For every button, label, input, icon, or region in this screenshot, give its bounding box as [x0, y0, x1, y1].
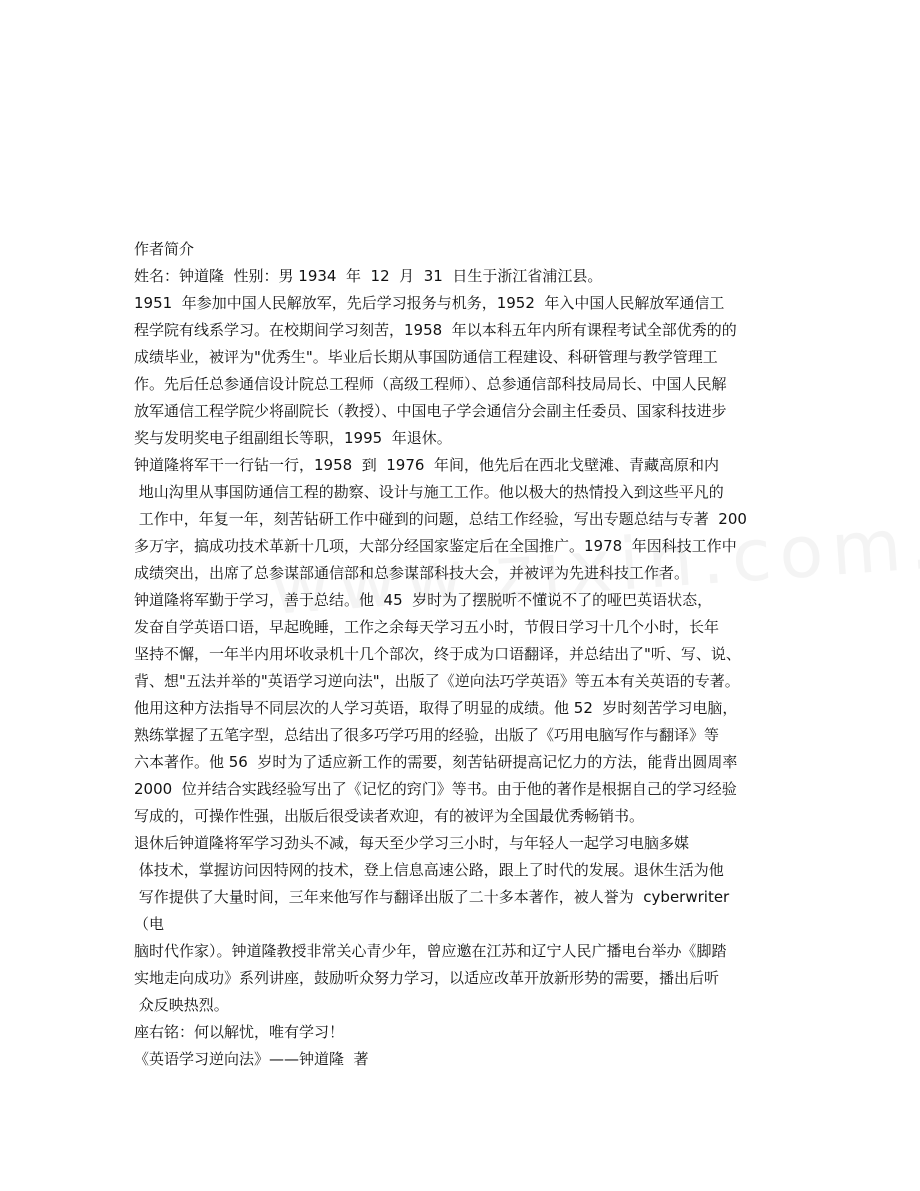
- text-line: 实地走向成功》系列讲座，鼓励听众努力学习，以适应改革开放新形势的需要，播出后听: [134, 969, 720, 987]
- text-line: 成绩毕业，被评为"优秀生"。毕业后长期从事国防通信工程建设、科研管理与教学管理工: [134, 348, 718, 366]
- text-line: 姓名：钟道隆 性别：男 1934 年 12 月 31 日生于浙江省浦江县。: [134, 267, 603, 285]
- text-line: 背、想"五法并举的"英语学习逆向法"，出版了《逆向法巧学英语》等五本有关英语的专著。: [134, 672, 740, 690]
- text-line: 他用这种方法指导不同层次的人学习英语，取得了明显的成绩。他 52 岁时刻苦学习电脑，: [134, 699, 738, 717]
- text-line: 作。先后任总参通信设计院总工程师（高级工程师）、总参通信部科技局局长、中国人民解: [134, 375, 727, 393]
- motto-line: 座右铭：何以解忧，唯有学习！: [134, 1023, 345, 1041]
- text-line: 众反映热烈。: [134, 996, 229, 1014]
- text-line: 熟练掌握了五笔字型，总结出了很多巧学巧用的经验，出版了《巧用电脑写作与翻译》等: [134, 726, 720, 744]
- text-line: （电: [134, 915, 165, 933]
- text-line: 发奋自学英语口语，早起晚睡，工作之余每天学习五小时，节假日学习十几个小时，长年: [134, 618, 720, 636]
- document-body: [134, 236, 784, 1073]
- text-line: 地山沟里从事国防通信工程的勘察、设计与施工工作。他以极大的热情投入到这些平凡的: [134, 483, 724, 501]
- text-line: 2000 位并结合实践经验写出了《记忆的窍门》等书。由于他的著作是根据自己的学习经验: [134, 780, 737, 798]
- text-line: 退休后钟道隆将军学习劲头不减，每天至少学习三小时，与年轻人一起学习电脑多媒: [134, 834, 690, 852]
- text-line: 脑时代作家）。钟道隆教授非常关心青少年，曾应邀在江苏和辽宁人民广播电台举办《脚踏: [134, 942, 727, 960]
- text-line: 六本著作。他 56 岁时为了适应新工作的需要，刻苦钻研提高记忆力的方法，能背出圆周率: [134, 753, 738, 771]
- text-line: 写作提供了大量时间，三年来他写作与翻译出版了二十多本著作，被人誉为 cyberwriter: [134, 888, 730, 906]
- text-line: 钟道隆将军干一行钻一行，1958 到 1976 年间，他先后在西北戈壁滩、青藏高原和内: [134, 456, 719, 474]
- text-line: 钟道隆将军勤于学习，善于总结。他 45 岁时为了摆脱听不懂说不了的哑巴英语状态，: [134, 591, 713, 609]
- text-line: 多万字，搞成功技术革新十几项，大部分经国家鉴定后在全国推广。1978 年因科技工作中: [134, 537, 737, 555]
- text-line: 坚持不懈，一年半内用坏收录机十几个部次，终于成为口语翻译，并总结出了"听、写、说、: [134, 645, 741, 663]
- document-heading: 作者简介: [134, 240, 195, 258]
- text-line: 奖与发明奖电子组副组长等职，1995 年退休。: [134, 429, 452, 447]
- text-line: 工作中，年复一年，刻苦钻研工作中碰到的问题，总结工作经验，写出专题总结与专著 200: [134, 510, 747, 528]
- text-line: 体技术，掌握访问因特网的技术，登上信息高速公路，跟上了时代的发展。退休生活为他: [134, 861, 724, 879]
- book-credit-line: 《英语学习逆向法》——钟道隆 著: [134, 1050, 369, 1068]
- text-line: 放军通信工程学院少将副院长（教授）、中国电子学会通信分会副主任委员、国家科技进步: [134, 402, 727, 420]
- text-line: 写成的，可操作性强，出版后很受读者欢迎，有的被评为全国最优秀畅销书。: [134, 807, 645, 825]
- text-line: 成绩突出，出席了总参谋部通信部和总参谋部科技大会，并被评为先进科技工作者。: [134, 564, 690, 582]
- text-line: 程学院有线系学习。在校期间学习刻苦，1958 年以本科五年内所有课程考试全部优秀的的: [134, 321, 737, 339]
- text-line: 1951 年参加中国人民解放军，先后学习报务与机务，1952 年入中国人民解放军通信工: [134, 294, 725, 312]
